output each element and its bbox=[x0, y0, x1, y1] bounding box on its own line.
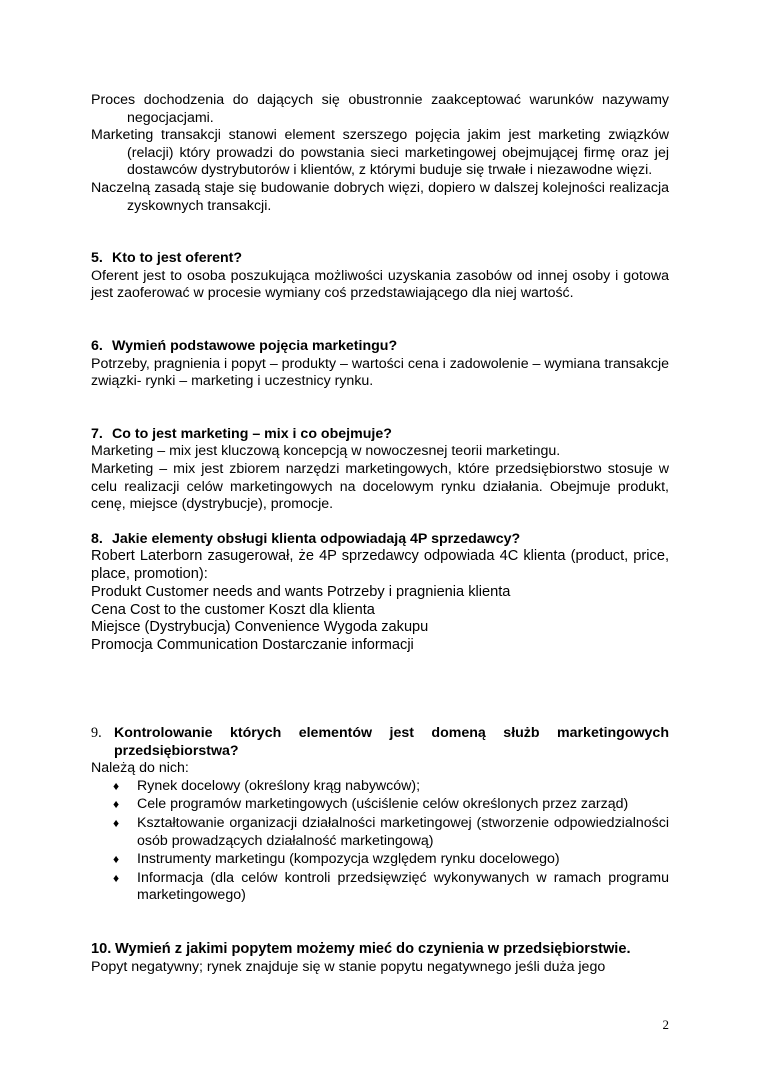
question-10-title: Wymień z jakimi popytem możemy mieć do czynienia w przedsiębiorstwie. bbox=[115, 941, 631, 957]
question-9-title: Kontrolowanie których elementów jest domeną służb marketingowych przedsiębiorstwa? bbox=[114, 725, 669, 759]
question-7-number: 7. bbox=[91, 425, 103, 442]
list-item: ♦ Informacja (dla celów kontroli przedsięwzięć wykonywanych w ramach programu marketingowego) bbox=[113, 869, 669, 904]
question-8-title: Jakie elementy obsługi klienta odpowiadają 4P sprzedawcy? bbox=[112, 530, 521, 547]
question-5-number: 5. bbox=[91, 250, 103, 267]
question-10-heading bbox=[91, 941, 669, 959]
intro-paragraph-3: Naczelną zasadą staje się budowanie dobrych więzi, dopiero w dalszej kolejności realizacja zyskownych transakcji. bbox=[91, 179, 669, 214]
question-7-answer-2: Marketing – mix jest zbiorem narzędzi marketingowych, które przedsiębiorstwo stosuje w celu realizacji celów marketingowych na docelowym rynku działania. Obejmuje produkt, cenę, miejsce (dystrybucje), promocje. bbox=[91, 460, 669, 513]
question-5-heading bbox=[91, 250, 669, 268]
question-9-list bbox=[91, 778, 669, 905]
question-9-heading bbox=[91, 725, 669, 760]
question-6-answer: Potrzeby, pragnienia i popyt – produkty – wartości cena i zadowolenie – wymiana transakcje związki- rynki – marketing i uczestnicy rynku. bbox=[91, 355, 669, 390]
list-item: ♦ Kształtowanie organizacji działalności marketingowej (stworzenie odpowiedzialności osób prowadzących działalność marketingową) bbox=[113, 815, 669, 849]
diamond-bullet-icon: ♦ bbox=[113, 778, 120, 793]
question-8-heading bbox=[91, 531, 669, 549]
diamond-bullet-icon: ♦ bbox=[113, 797, 120, 812]
question-6-title: Wymień podstawowe pojęcia marketingu? bbox=[112, 337, 398, 354]
list-item: ♦ Rynek docelowy (określony krąg nabywców); bbox=[113, 777, 421, 794]
question-8-line: Promocja Communication Dostarczanie informacji bbox=[91, 637, 414, 654]
question-8-intro: Robert Laterborn zasugerował, że 4P sprzedawcy odpowiada 4C klienta (product, price, place, promotion): bbox=[91, 548, 669, 583]
question-6-heading bbox=[91, 338, 669, 356]
question-7-title: Co to jest marketing – mix i co obejmuje? bbox=[112, 425, 392, 442]
intro-paragraph-1: Proces dochodzenia do dających się obustronnie zaakceptować warunków nazywamy negocjacjami. bbox=[91, 92, 669, 126]
question-10-number: 10. bbox=[91, 941, 112, 957]
page-number: 2 bbox=[662, 1017, 669, 1032]
question-6-number: 6. bbox=[91, 337, 103, 354]
question-10-answer: Popyt negatywny; rynek znajduje się w stanie popytu negatywnego jeśli duża jego bbox=[91, 958, 606, 975]
question-8-line: Cena Cost to the customer Koszt dla klienta bbox=[91, 601, 375, 618]
question-7-heading bbox=[91, 426, 669, 444]
question-8-line: Miejsce (Dystrybucja) Convenience Wygoda zakupu bbox=[91, 619, 429, 636]
question-8-number: 8. bbox=[91, 530, 103, 547]
question-9-number: 9. bbox=[91, 725, 102, 742]
list-item: ♦ Cele programów marketingowych (uściślenie celów określonych przez zarząd) bbox=[113, 796, 629, 813]
diamond-bullet-icon: ♦ bbox=[113, 852, 120, 867]
question-7-answer-1: Marketing – mix jest kluczową koncepcją w nowoczesnej teorii marketingu. bbox=[91, 443, 561, 460]
question-8-line: Produkt Customer needs and wants Potrzeby i pragnienia klienta bbox=[91, 583, 511, 600]
diamond-bullet-icon: ♦ bbox=[113, 870, 120, 885]
diamond-bullet-icon: ♦ bbox=[113, 816, 120, 831]
question-5-title: Kto to jest oferent? bbox=[112, 250, 243, 267]
question-9-intro: Należą do nich: bbox=[91, 760, 189, 777]
document-page bbox=[91, 92, 669, 976]
question-5-answer: Oferent jest to osoba poszukująca możliwości uzyskania zasobów od innej osoby i gotowa jest zaoferować w procesie wymiany coś przedstawiającego dla niej wartość. bbox=[91, 267, 669, 302]
list-item: ♦ Instrumenty marketingu (kompozycja względem rynku docelowego) bbox=[113, 851, 560, 868]
intro-paragraph-2: Marketing transakcji stanowi element szerszego pojęcia jakim jest marketing związków (relacji) który prowadzi do powstania sieci marketingowej obejmującej firmę oraz jej dostawców dystrybutorów i klientów, z którymi buduje się trwałe i niezawodne więzi. bbox=[91, 127, 669, 179]
